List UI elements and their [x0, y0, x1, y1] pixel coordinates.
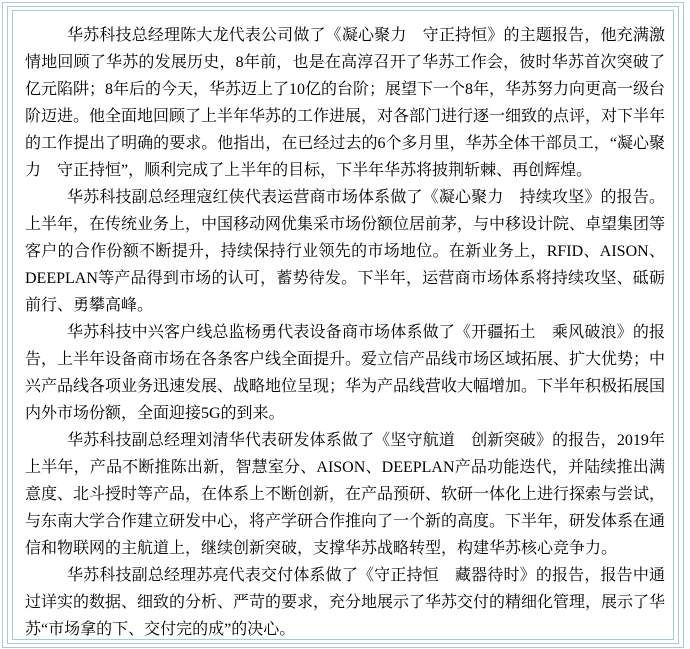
- paragraph: 华苏科技副总经理苏亮代表交付体系做了《守正持恒 藏器待时》的报告，报告中通过详实的数据、细致的分析、严苛的要求，充分地展示了华苏交付的精细化管理，展示了华苏“市场拿的下、交付完的成”的决心。: [25, 567, 666, 638]
- paragraph: 华苏科技副总经理刘清华代表研发体系做了《坚守航道 创新突破》的报告，2019年上半年，产品不断推陈出新，智慧室分、AISON、DEEPLAN产品功能迭代，并陆续推出满意度、北斗授时等产品，在体系上不断创新，在产品预研、软研一体化上进行探索与尝试，与东南大学合作建立研发中心，将产学研合作推向了一个新的高度。下半年，研发体系在通信和物联网的主航道上，继续创新突破，支撑华苏战略转型，构建华苏核心竞争力。: [25, 432, 666, 557]
- paragraph: 华苏科技总经理陈大龙代表公司做了《凝心聚力 守正持恒》的主题报告，他充满激情地回顾了华苏的发展历史，8年前，也是在高淳召开了华苏工作会，彼时华苏首次突破了亿元陷阱；8年后的今天，华苏迈上了10亿的台阶；展望下一个8年，华苏努力向更高一级台阶迈进。他全面地回顾了上半年华苏的工作进展，对各部门进行逐一细致的点评，对下半年的工作提出了明确的要求。他指出，在已经过去的6个多月里，华苏全体干部员工，“凝心聚力 守正持恒”，顺利完成了上半年的目标，下半年华苏将披荆斩棘、再创辉煌。: [25, 27, 666, 179]
- document-body: [25, 22, 665, 643]
- paragraph: 华苏科技副总经理寇红侠代表运营商市场体系做了《凝心聚力 持续攻坚》的报告。上半年，在传统业务上，中国移动网优集采市场份额位居前茅，与中移设计院、卓望集团等客户的合作份额不断提升，持续保持行业领先的市场地位。在新业务上，RFID、AISON、DEEPLAN等产品得到市场的认可，蓄势待发。下半年，运营商市场体系将持续攻坚、砥砺前行、勇攀高峰。: [25, 189, 666, 314]
- paragraph: 华苏科技中兴客户线总监杨勇代表设备商市场体系做了《开疆拓土 乘风破浪》的报告，上半年设备商市场在各条客户线全面提升。爱立信产品线市场区域拓展、扩大优势；中兴产品线各项业务迅速发展、战略地位呈现；华为产品线营收大幅增加。下半年积极拓展国内外市场份额，全面迎接5G的到来。: [25, 324, 666, 422]
